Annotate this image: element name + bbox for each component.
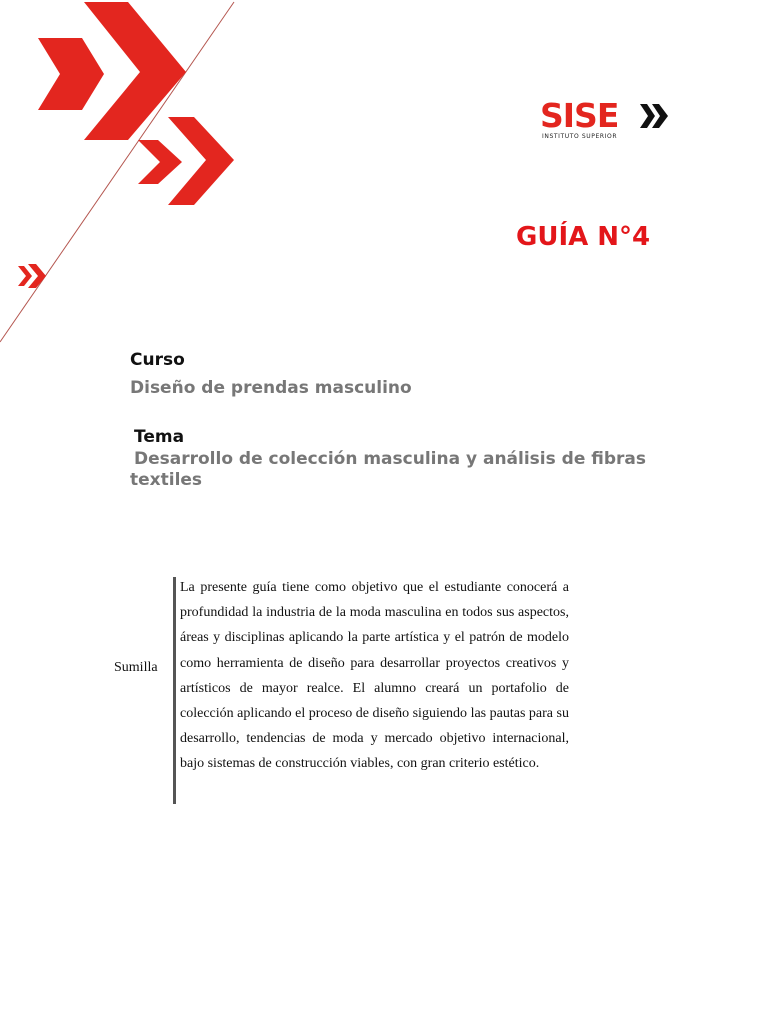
sise-logo — [540, 96, 680, 146]
topic-value: Desarrollo de colección masculina y análisis de fibras textiles — [130, 449, 664, 490]
chevron-icon — [18, 266, 32, 286]
logo-brand-text: SISE — [540, 96, 619, 135]
topic-label: Tema — [134, 427, 185, 447]
summary-label: Sumilla — [114, 660, 158, 675]
chevron-icon — [38, 38, 104, 110]
logo-subtitle: INSTITUTO SUPERIOR — [542, 133, 618, 140]
summary-divider — [173, 577, 176, 804]
decorative-chevrons — [0, 0, 260, 360]
logo-brand — [540, 96, 618, 136]
summary-text: La presente guía tiene como objetivo que el estudiante conocerá a profundidad la industria de la moda masculina en todos sus aspectos, áreas y disciplinas aplicando la parte artística y el patrón de modelo como herramienta de diseño para desarrollar proyectos creativos y artísticos de mayor realce. El alumno creará un portafolio de colección aplicando el proceso de diseño siguiendo las pautas para su desarrollo, tendencias de moda y mercado objetivo internacional, bajo sistemas de construcción viables, con gran criterio estético. — [180, 580, 569, 772]
guide-title: GUÍA N°4 — [516, 222, 651, 252]
chevron-icon — [138, 140, 182, 184]
course-value: Diseño de prendas masculino — [130, 378, 412, 398]
logo-arrows-icon — [640, 102, 670, 132]
course-label: Curso — [130, 350, 185, 370]
